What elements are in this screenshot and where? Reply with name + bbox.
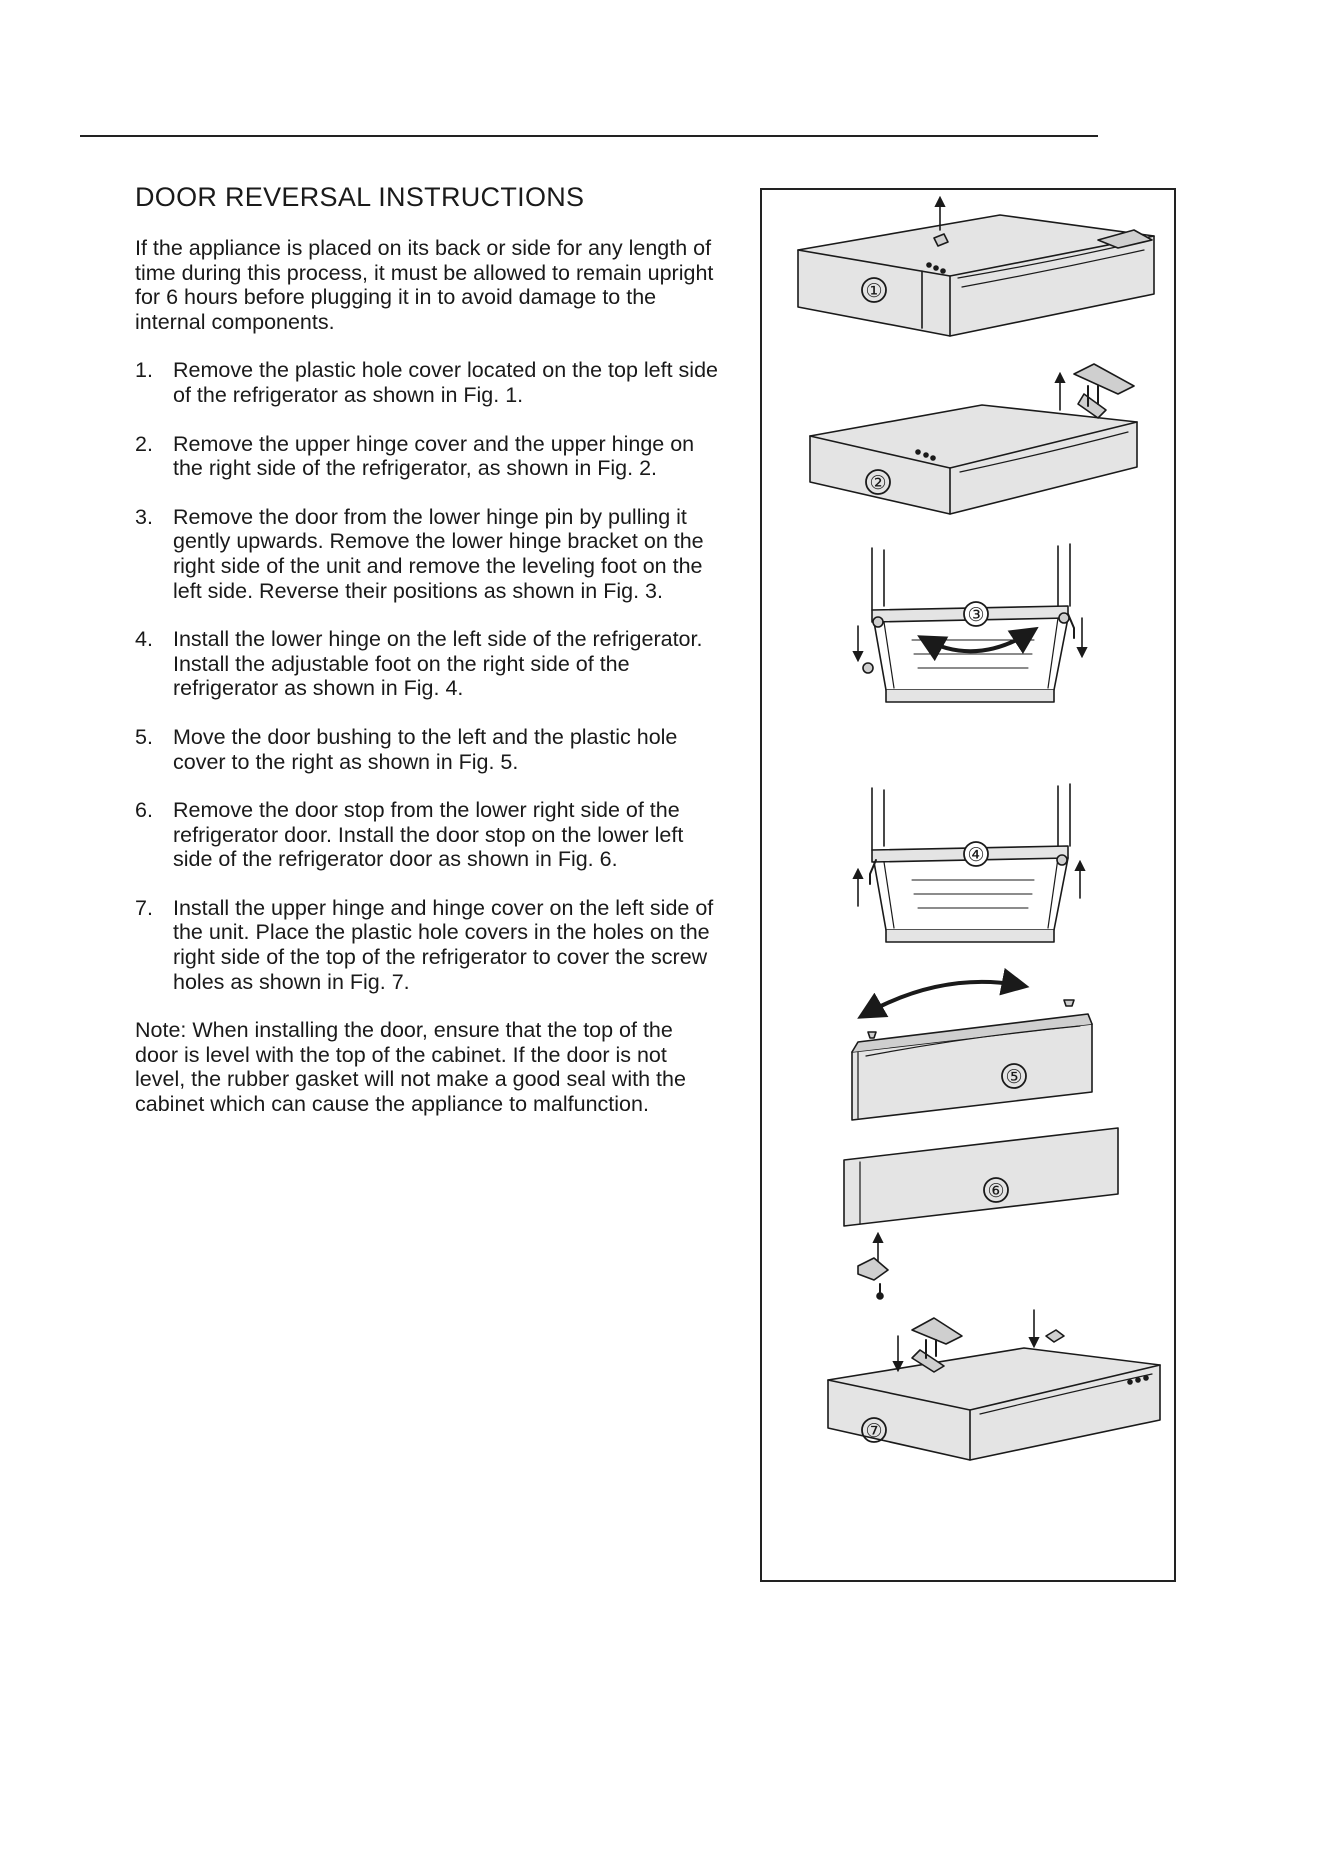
list-item	[135, 725, 720, 774]
figure-label-7: ⑦	[865, 1421, 883, 1442]
step-number: 5.	[135, 724, 153, 749]
figure-label-2: ②	[869, 473, 887, 494]
step-number: 1.	[135, 358, 153, 383]
figure-5	[852, 982, 1092, 1120]
figures-illustration	[762, 190, 1173, 1579]
list-item	[135, 358, 720, 407]
note-paragraph: Note: When installing the door, ensure that the top of the door is level with the top of the cabinet. If the door is not level, the rubber gasket will not make a good seal with the cabinet which can cause the appliance to malfunction.	[135, 1018, 686, 1117]
step-number: 3.	[135, 504, 153, 529]
list-item	[135, 896, 720, 994]
step-number: 7.	[135, 895, 153, 920]
step-text: Install the upper hinge and hinge cover on the left side of the unit. Place the plastic hole covers in the holes on the right side of the top of the refrigerator to cover the screw holes as shown in Fig. 7.	[173, 895, 714, 994]
list-item	[135, 505, 720, 603]
step-text: Remove the door stop from the lower right side of the refrigerator door. Install the door stop on the lower left side of the refrigerator door as shown in Fig. 6.	[173, 798, 684, 872]
intro-paragraph: If the appliance is placed on its back or side for any length of time during this process, it must be allowed to remain upright for 6 hours before plugging it in to avoid damage to the internal components.	[135, 236, 714, 334]
header-rule	[80, 135, 1098, 137]
figure-label-5: ⑤	[1005, 1067, 1023, 1088]
page-title: DOOR REVERSAL INSTRUCTIONS	[135, 182, 585, 212]
instructions-column	[135, 180, 720, 1117]
list-item	[135, 432, 720, 481]
step-text: Install the lower hinge on the left side of the refrigerator. Install the adjustable foot on the right side of the refrigerator as shown in Fig. 4.	[173, 627, 703, 701]
figure-3	[858, 544, 1082, 702]
steps-list	[135, 358, 720, 994]
step-number: 4.	[135, 627, 153, 652]
figure-label-6: ⑥	[987, 1181, 1005, 1202]
list-item	[135, 798, 720, 872]
figure-label-1: ①	[865, 281, 883, 302]
figure-7	[828, 1310, 1160, 1460]
figure-4	[858, 784, 1080, 942]
step-text: Move the door bushing to the left and the plastic hole cover to the right as shown in Fig. 5.	[173, 724, 678, 774]
figure-label-4: ④	[967, 845, 985, 866]
step-text: Remove the door from the lower hinge pin by pulling it gently upwards. Remove the lower hinge bracket on the right side of the unit and remove the leveling foot on the left side. Reverse their positions as shown in Fig. 3.	[173, 504, 704, 603]
step-text: Remove the upper hinge cover and the upper hinge on the right side of the refrigerator, as shown in Fig. 2.	[173, 431, 695, 481]
figure-1	[798, 198, 1154, 336]
figure-6	[844, 1128, 1118, 1299]
step-number: 2.	[135, 431, 153, 456]
figure-label-3: ③	[967, 605, 985, 626]
step-text: Remove the plastic hole cover located on the top left side of the refrigerator as shown in Fig. 1.	[173, 358, 718, 407]
figures-panel	[760, 188, 1176, 1582]
step-number: 6.	[135, 798, 153, 823]
list-item	[135, 627, 720, 701]
figure-2	[810, 364, 1137, 514]
